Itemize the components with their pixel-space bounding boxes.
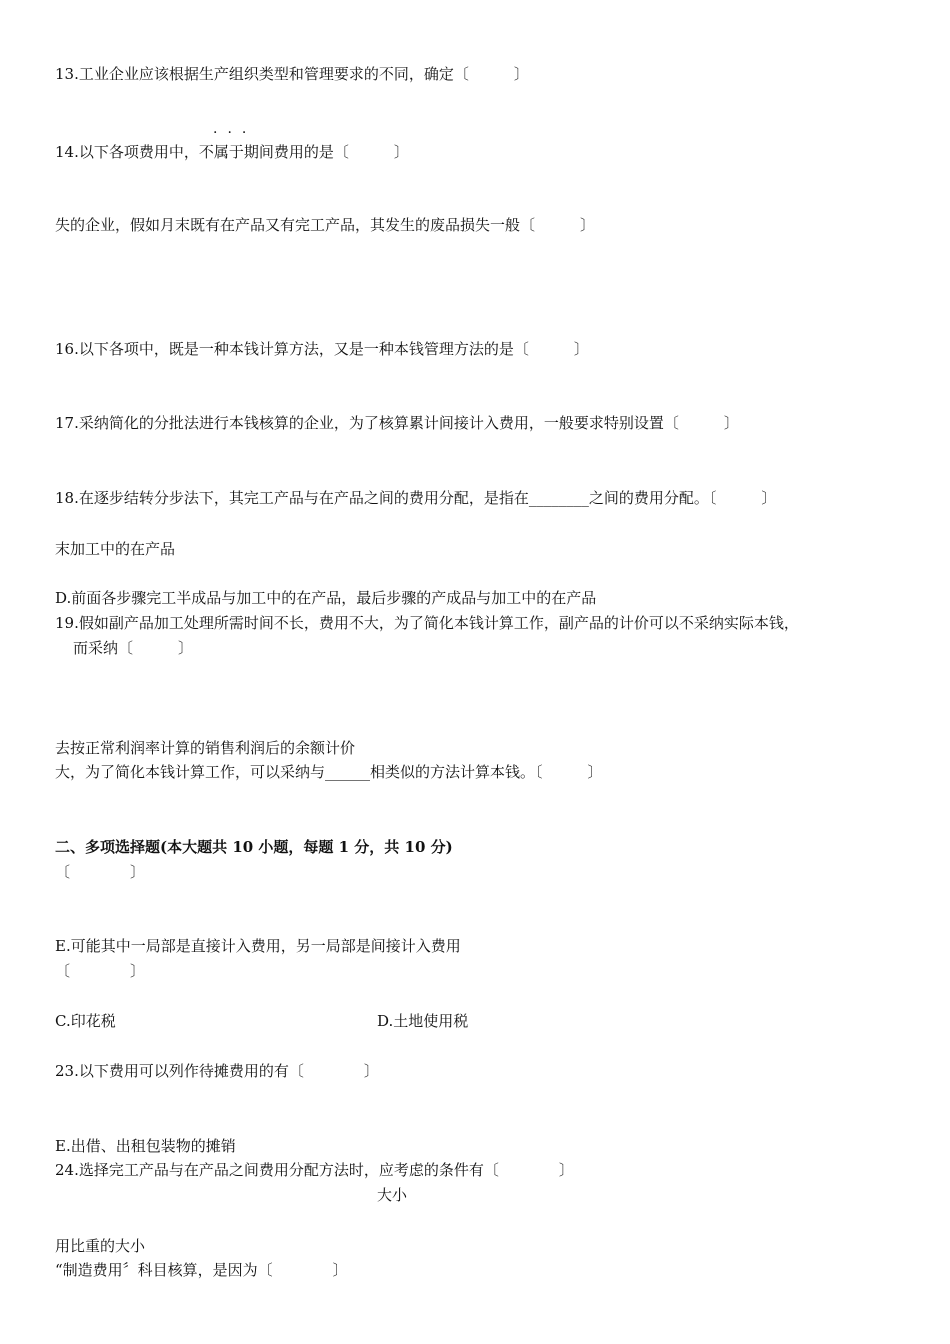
question-22-option-c: C.印花税 xyxy=(55,1012,116,1030)
question-20-fragment: 大，为了简化本钱计算工作，可以采纳与______相类似的方法计算本钱。〔 〕 xyxy=(55,763,603,781)
emphasis-dots: ··· xyxy=(213,125,257,141)
question-19: 19.假如副产品加工处理所需时间不长，费用不大，为了简化本钱计算工作，副产品的计价可以不采纳实际本钱， xyxy=(55,614,799,632)
question-23: 23.以下费用可以列作待摊费用的有〔 〕 xyxy=(55,1062,379,1080)
answer-bracket-21: 〔 〕 xyxy=(55,863,146,881)
question-14: 14.以下各项费用中，不属于期间费用的是〔 〕 xyxy=(55,143,409,161)
question-17: 17.采纳简化的分批法进行本钱核算的企业，为了核算累计间接计入费用，一般要求特别设置〔 〕 xyxy=(55,414,739,432)
question-16: 16.以下各项中，既是一种本钱计算方法，又是一种本钱管理方法的是〔 〕 xyxy=(55,340,589,358)
question-19-option-fragment: 去按正常利润率计算的销售利润后的余额计价 xyxy=(55,739,356,757)
answer-bracket-22: 〔 〕 xyxy=(55,962,146,980)
question-25-fragment: “制造费用〞科目核算，是因为〔 〕 xyxy=(55,1261,348,1279)
question-24-option-fragment-2: 用比重的大小 xyxy=(55,1237,146,1255)
question-18-option-fragment: 末加工中的在产品 xyxy=(55,540,176,558)
question-15-fragment: 失的企业，假如月末既有在产品又有完工产品，其发生的废品损失一般〔 〕 xyxy=(55,216,596,234)
question-13: 13.工业企业应该根据生产组织类型和管理要求的不同，确定〔 〕 xyxy=(55,65,529,83)
question-19-continued: 而采纳〔 〕 xyxy=(73,639,194,657)
question-24: 24.选择完工产品与在产品之间费用分配方法时，应考虑的条件有〔 〕 xyxy=(55,1161,574,1179)
question-22-option-d: D.土地使用税 xyxy=(377,1012,469,1030)
question-18-option-d: D.前面各步骤完工半成品与加工中的在产品，最后步骤的产成品与加工中的在产品 xyxy=(55,589,597,607)
section-heading: 二、多项选择题(本大题共 10 小题，每题 1 分，共 10 分) xyxy=(55,838,453,856)
question-23-option-e: E.出借、出租包装物的摊销 xyxy=(55,1137,236,1155)
question-21-option-e: E.可能其中一局部是直接计入费用，另一局部是间接计入费用 xyxy=(55,937,461,955)
question-24-option-fragment: 大小 xyxy=(377,1186,408,1204)
question-18: 18.在逐步结转分步法下，其完工产品与在产品之间的费用分配，是指在________之间的费用分配。〔 〕 xyxy=(55,489,777,507)
